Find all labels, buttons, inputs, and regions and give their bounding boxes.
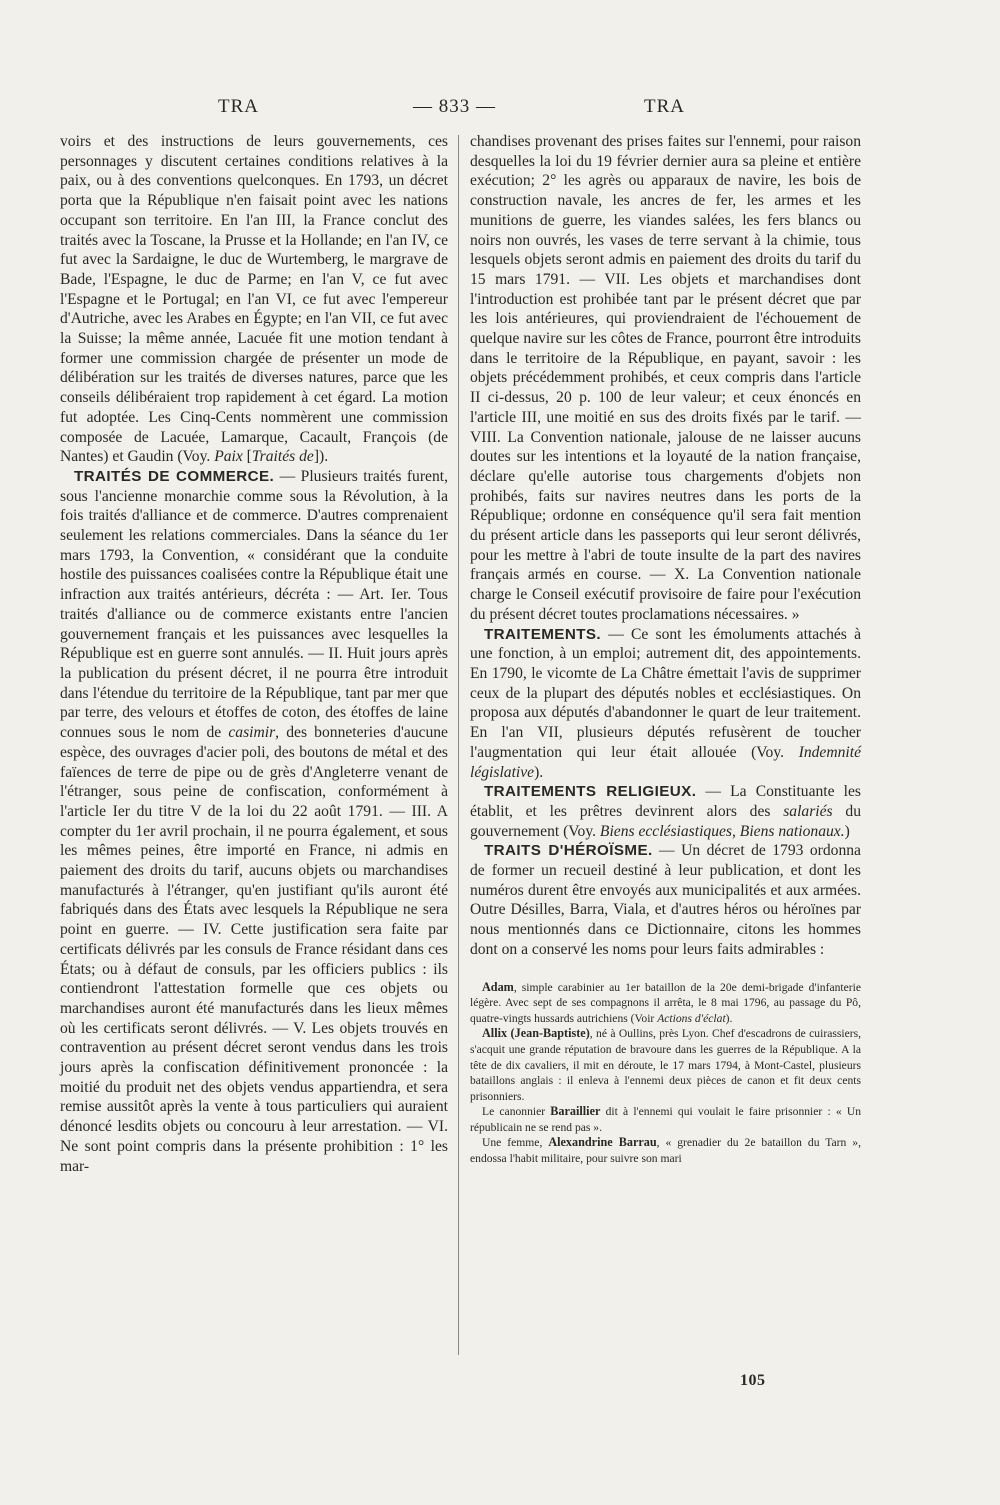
note-allix: Allix (Jean-Baptiste), né à Oullins, près Lyon. Chef d'escadrons de cuirassiers, s'acquit une grande réputation de bravoure dans les guerres de la République. A la tête de dix cavaliers, il mit en déroute, le 17 mars 1794, à Mont-Castel, plusieurs bataillons anglais : il enleva à l'ennemi deux pièces de canon et fit deux cents prisonniers. — [470, 1026, 861, 1103]
note-barrau: Une femme, Alexandrine Barrau, « grenadier du 2e bataillon du Tarn », endossa l'habit militaire, pour suivre son mari — [470, 1135, 861, 1166]
hero-notes — [470, 980, 861, 1167]
page-number: — 833 — — [413, 96, 496, 117]
entry-traitements-religieux: TRAITEMENTS RELIGIEUX. — La Constituante les établit, et les prêtres devinrent alors des salariés du gouvernement (Voy. Biens ecclésiastiques, Biens nationaux.) — [470, 783, 861, 840]
entry-traites-de-commerce: TRAITÉS DE COMMERCE. — Plusieurs traités furent, sous l'ancienne monarchie comme sous la Révolution, à la fois traités d'alliance et de commerce. D'autres comprenaient seulement les relations commerciales. Dans la séance du 1er mars 1793, la Convention, « considérant que la conduite hostile des puissances coalisées contre la République était une infraction aux traités antérieurs, décréta : — Art. Ier. Tous traités d'alliance ou de commerce existants entre l'ancien gouvernement français et les puissances avec lesquelles la République est en guerre sont annulés. — II. Huit jours après la publication du présent décret, il ne pourra être introduit dans l'étendue du territoire de la République, tant par mer que par terre, des velours et étoffes de coton, des étoffes de laine connues sous le nom de casimir, des bonneteries d'aucune espèce, des ouvrages d'acier poli, des boutons de métal et des faïences de terre de pipe ou de grès d'Angleterre venant de l'étranger, sous peine de confiscation, conformément à l'article Ier du titre V de la loi du 22 août 1791. — III. A compter du 1er avril prochain, il ne pourra également, et sous les mêmes peines, être importé en France, ni admis en paiement des droits du tarif, aucuns objets ou marchandises manufacturés à l'étranger, qu'en justifiant qu'ils auront été fabriqués dans des États avec lesquels la République ne sera point en guerre. — IV. Cette justification sera faite par certificats délivrés par les consuls de France résidant dans ces États; ou à défaut de consuls, par les officiers publics : ils contiendront l'attestation formelle que ces objets ou marchandises auront été manufacturés dans les lieux mêmes où les certificats seront délivrés. — V. Les objets trouvés en contravention au présent décret seront vendus dans les trois jours après la confiscation définitivement prononcée : la moitié du produit net des objets vendus appartiendra, et sera remise aussitôt après la vente à tous particuliers qui auraient dénoncé lesdits objets ou concouru à leur arrestation. — VI. Ne sont point compris dans la présente prohibition : 1° les mar- — [60, 467, 448, 1175]
running-head-left: TRA — [218, 96, 259, 117]
note-adam: Adam, simple carabinier au 1er bataillon de la 20e demi-brigade d'infanterie légère. Avec sept de ses compagnons il arrêta, le 8 mai 1796, au passage du Pô, quatre-vingts hussards autrichiens (Voir Actions d'éclat). — [470, 979, 861, 1025]
entry-heading: TRAITÉS DE COMMERCE. — [74, 467, 275, 485]
left-column — [60, 132, 448, 1176]
entry-heading: TRAITS D'HÉROÏSME. — [484, 842, 653, 860]
running-head-right: TRA — [644, 96, 685, 117]
folio-number: 105 — [740, 1372, 766, 1389]
running-head — [0, 96, 1000, 126]
right-column — [470, 132, 861, 1167]
entry-traits-d-heroisme: TRAITS D'HÉROÏSME. — Un décret de 1793 ordonna de former un recueil destiné à leur publication, et dont les numéros durent être envoyés aux municipalités et aux armées. Outre Désilles, Barra, Viala, et d'autres héros ou héroïnes par nous mentionnés dans ce Dictionnaire, citons les hommes dont on a conservé les noms pour leurs faits admirables : — [470, 842, 861, 958]
entry-heading: TRAITEMENTS. — [484, 625, 602, 643]
paragraph-paix: voirs et des instructions de leurs gouvernements, ces personnages y discutent certaines conditions relatives à la paix, ou à des conventions quelconques. En 1793, un décret porta que la République n'en faisait point avec les nations occupant son territoire. En l'an III, la France conclut des traités avec la Toscane, la Prusse et la Hollande; en l'an IV, ce fut avec la Sardaigne, le duc de Wurtemberg, le margrave de Bade, l'Espagne, le duc de Parme; en l'an V, ce fut avec l'Espagne et le Portugal; en l'an VI, ce fut avec l'empereur d'Autriche, avec les Arabes en Égypte; en l'an VII, ce fut avec la Suisse; la même année, Lacuée fit une motion tendant à former une commission chargée de présenter un mode de délibération sur les traités de diverses natures, parce que les conseils délibéraient trop rapidement à cet égard. La motion fut adoptée. Les Cinq-Cents nommèrent une commission composée de Lacuée, Lamarque, Cacault, François (de Nantes) et Gaudin (Voy. Paix [Traités de]). — [60, 133, 448, 466]
entry-traitements: TRAITEMENTS. — Ce sont les émoluments attachés à une fonction, à un emploi; autrement dit, des appointements. En 1790, le vicomte de La Châtre émettait l'avis de supprimer ceux de la plupart des députés nobles et ecclésiastiques. On proposa aux députés d'abandonner le quart de leur traitement. En l'an VII, plusieurs députés refusèrent de toucher l'augmentation qui leur était allouée (Voy. Indemnité législative). — [470, 625, 861, 781]
column-divider — [458, 135, 459, 1355]
entry-heading: TRAITEMENTS RELIGIEUX. — [484, 783, 697, 801]
note-baraillier: Le canonnier Baraillier dit à l'ennemi qui voulait le faire prisonnier : « Un républicain ne se rend pas ». — [470, 1104, 861, 1134]
paragraph-continuation: chandises provenant des prises faites sur l'ennemi, pour raison desquelles la loi du 19 février dernier aura sa pleine et entière exécution; 2° les agrès ou apparaux de navire, les bois de construction navale, les ancres de fer, les armes et les munitions de guerre, les viandes salées, les fers blancs ou noirs non ouvrés, les vases de terre servant à la chimie, tous lesquels objets seront admis en paiement des droits du tarif du 15 mars 1791. — VII. Les objets et marchandises dont l'introduction est prohibée tant par le présent décret que par les lois antérieures, qui proviendraient de l'échouement de quelque navire sur les côtes de France, pourront être introduits dans le territoire de la République, en payant, savoir : les objets précédemment prohibés, et ceux compris dans l'article II ci-dessus, 20 p. 100 de leur valeur; et ceux énoncés en l'article III, une moitié en sus des droits fixés par le tarif. — VIII. La Convention nationale, jalouse de ne laisser aucuns doutes sur les intentions et la loyauté de la nation française, déclare qu'elle autorise tous chargements d'objets non prohibés, faits sur navires neutres dans les ports de la République; ordonne en conséquence qu'il sera fait mention du présent article dans les passeports qui leur seront délivrés, pour les mettre à l'abri de toute insulte de la part des navires français armés en course. — X. La Convention nationale charge le Conseil exécutif provisoire de faire pour l'exécution du présent décret toutes proclamations nécessaires. » — [470, 133, 861, 623]
